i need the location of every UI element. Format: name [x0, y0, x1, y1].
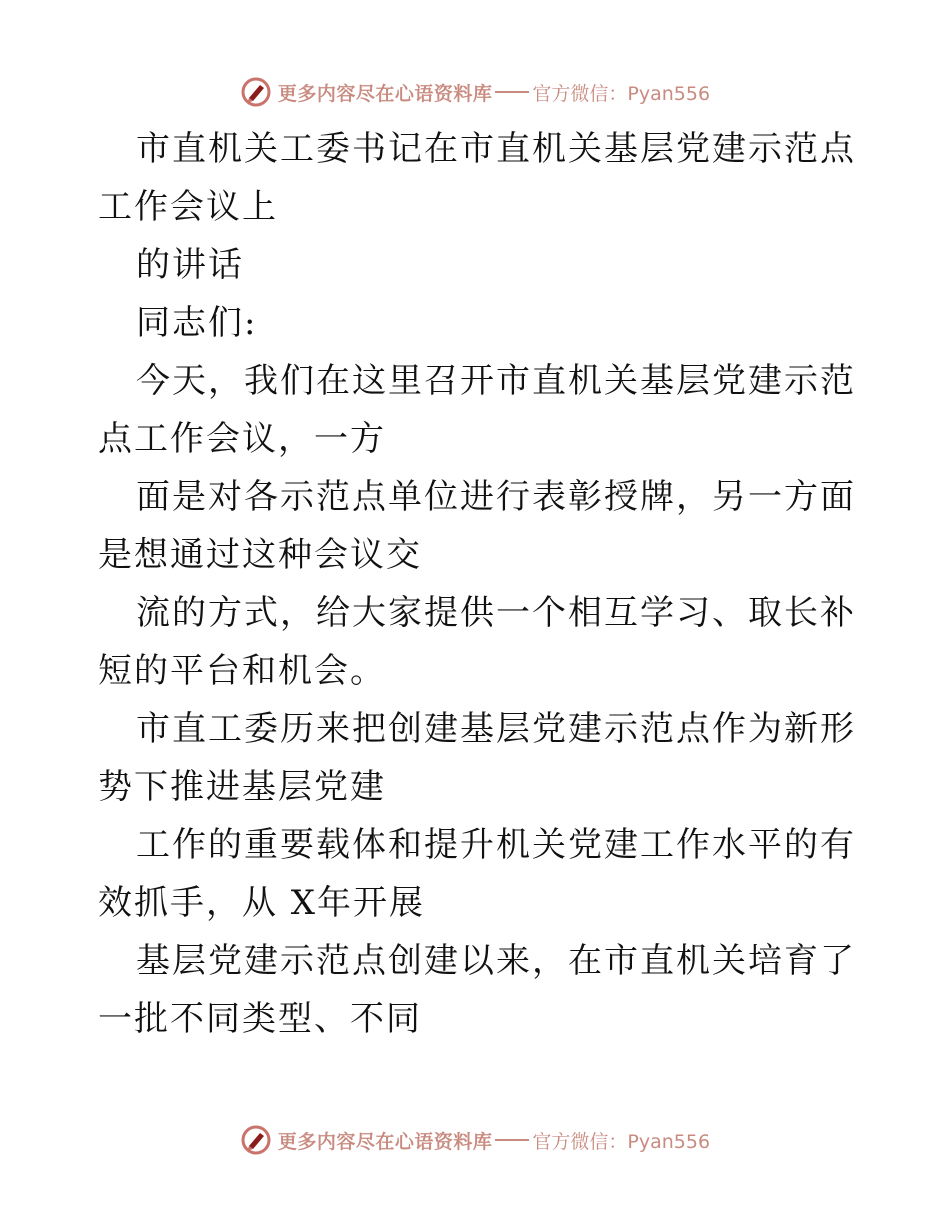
pen-logo-icon: [240, 1124, 272, 1156]
paragraph: 流的方式，给大家提供一个相互学习、取长补短的平台和机会。: [98, 593, 856, 691]
paragraph: 市直工委历来把创建基层党建示范点作为新形势下推进基层党建: [98, 709, 856, 807]
footer-divider: [495, 1139, 529, 1141]
paragraph: 今天，我们在这里召开市直机关基层党建示范点工作会议，一方: [98, 361, 856, 459]
footer-banner: [0, 1120, 950, 1160]
banner-wechat-text: 官方微信：Pyan556: [532, 82, 711, 105]
paragraph: 同志们:: [136, 303, 258, 343]
paragraph: 的讲话: [136, 245, 244, 285]
paragraph: 基层党建示范点创建以来，在市直机关培育了一批不同类型、不同: [98, 941, 856, 1039]
banner-divider: [495, 91, 529, 93]
paragraph: 工作的重要载体和提升机关党建工作水平的有效抓手，从 X年开展: [98, 825, 856, 923]
paragraph: 市直机关工委书记在市直机关基层党建示范点工作会议上: [98, 129, 856, 227]
header-banner: [0, 72, 950, 112]
paragraph: 面是对各示范点单位进行表彰授牌，另一方面是想通过这种会议交: [98, 477, 856, 575]
footer-site-text: 更多内容尽在心语资料库: [277, 1130, 493, 1153]
footer-wechat-text: 官方微信：Pyan556: [532, 1130, 711, 1153]
pen-logo-icon: [240, 76, 272, 108]
banner-site-text: 更多内容尽在心语资料库: [277, 82, 493, 105]
document-body: [98, 120, 858, 1048]
